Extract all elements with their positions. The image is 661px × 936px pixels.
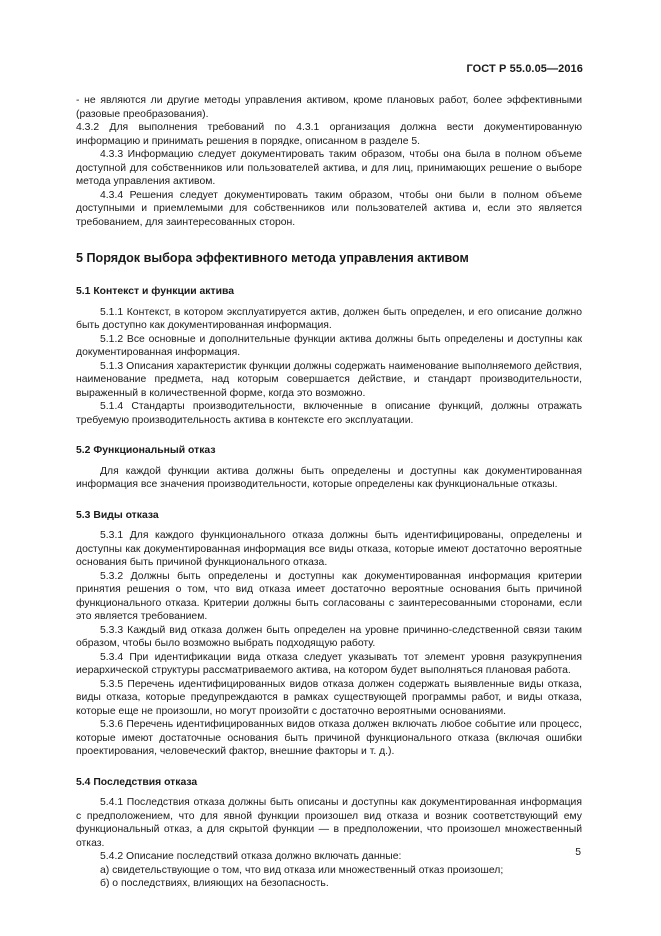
paragraph (76, 400, 582, 427)
subsection-title: 5.2 Функциональный отказ (76, 445, 216, 456)
paragraph-text: б) о последствиях, влияющих на безопасность. (100, 878, 329, 889)
paragraph (76, 570, 582, 624)
subsection-title: 5.3 Виды отказа (76, 509, 159, 521)
paragraph (76, 121, 582, 148)
paragraph (76, 624, 582, 651)
paragraph-text: 5.4.1 Последствия отказа должны быть описаны и доступны как документированная информация с предположением, что для явной функции произошел вид отказа и возник соответствующий ему функциональный отказ, а для скрытой функции — в предположении, что произошел множественный отказ. (76, 797, 582, 849)
paragraph (76, 360, 582, 401)
paragraph-text: - не являются ли другие методы управления активом, кроме плановых работ, более эффективными (разовые преобразования). (76, 95, 582, 120)
subsection-title: 5.1 Контекст и функции актива (76, 286, 235, 297)
paragraph (76, 465, 582, 492)
paragraph (76, 850, 582, 864)
paragraph-text: 4.3.2 Для выполнения требований по 4.3.1 организация должна вести документированную информацию и принимать решения в порядке, описанном в разделе 5. (76, 122, 582, 147)
paragraph-text: 4.3.3 Информацию следует документировать таким образом, чтобы она была в полном объеме доступной для собственников или пользователей актива, и для лиц, принимающих решение о выборе метода управления активом. (76, 149, 582, 187)
subsection-title: 5.4 Последствия отказа (76, 776, 198, 788)
paragraph-text: 5.1.2 Все основные и дополнительные функции актива должны быть определены и доступны как документированная информация. (76, 333, 582, 358)
paragraph-text: 5.3.1 Для каждого функционального отказа должны быть идентифицированы, определены и доступны как документированная информация все виды отказа, которые имеют достаточно вероятные основания быть причиной функционального отказа. (76, 530, 582, 568)
page-content (76, 94, 582, 891)
paragraph (76, 148, 582, 189)
paragraph (76, 94, 582, 121)
paragraph (76, 651, 582, 678)
paragraph-text: 5.3.6 Перечень идентифицированных видов отказа должен включать любое событие или процесс, которые имеют достаточные основания быть причиной функционального отказа (включая ошибки проектирования, человеческий фактор, внешние факторы и т. д.). (76, 719, 582, 757)
list-item (76, 864, 582, 878)
paragraph (76, 718, 582, 759)
paragraph (76, 333, 582, 360)
paragraph (76, 796, 582, 850)
document-code: ГОСТ Р 55.0.05—2016 (466, 63, 583, 75)
section-title: 5 Порядок выбора эффективного метода управления активом (76, 251, 469, 265)
paragraph-text: 5.4.2 Описание последствий отказа должно включать данные: (100, 851, 402, 862)
list-item (76, 877, 582, 891)
paragraph-text: Для каждой функции актива должны быть определены и доступны как документированная информация все значения производительности, которые определены как функциональные отказы. (76, 465, 582, 490)
paragraph (76, 678, 582, 719)
paragraph-text: 5.3.2 Должны быть определены и доступны как документированная информация критерии принятия решения о том, что вид отказа имеет достаточно вероятные основания быть причиной функционального отказа. Критерии должны быть согласованы с заинтересованными сторонами, если это является требованием. (76, 570, 582, 622)
paragraph (76, 306, 582, 333)
paragraph (76, 189, 582, 230)
paragraph-text: 5.3.4 При идентификации вида отказа следует указывать тот элемент уровня разукрупнения иерархической структуры рассматриваемого актива, на котором будет выполняться плановая работа. (76, 651, 582, 676)
paragraph-text: 5.1.3 Описания характеристик функции должны содержать наименование выполняемого действия, наименование предмета, над которым совершается действие, и стандарт производительности, выраженный в количественной форме, когда это возможно. (76, 360, 582, 399)
paragraph-text: 4.3.4 Решения следует документировать таким образом, чтобы они были в полном объеме доступными и приемлемыми для собственников или пользователей актива и, если это является требованием, для заинтересованных сторон. (76, 189, 582, 228)
paragraph-text: а) свидетельствующие о том, что вид отказа или множественный отказ произошел; (100, 864, 504, 876)
paragraph-text: 5.3.3 Каждый вид отказа должен быть определен на уровне причинно-следственной связи таким образом, чтобы было возможно выбрать подходящую работу. (76, 624, 582, 649)
paragraph-text: 5.1.1 Контекст, в котором эксплуатируется актив, должен быть определен, и его описание должно быть доступно как документированная информация. (76, 306, 582, 331)
paragraph-text: 5.3.5 Перечень идентифицированных видов отказа должен содержать выявленные виды отказа, виды отказа, которые предупреждаются в рамках существующей программы работ, и виды отказа, которые еще не произошли, но могут произойти с достаточно вероятными основаниями. (76, 678, 582, 717)
paragraph-text: 5.1.4 Стандарты производительности, включенные в описание функций, должны отражать требуемую производительность актива в контексте его эксплуатации. (76, 401, 582, 426)
page-number: 5 (575, 847, 581, 858)
paragraph (76, 529, 582, 570)
